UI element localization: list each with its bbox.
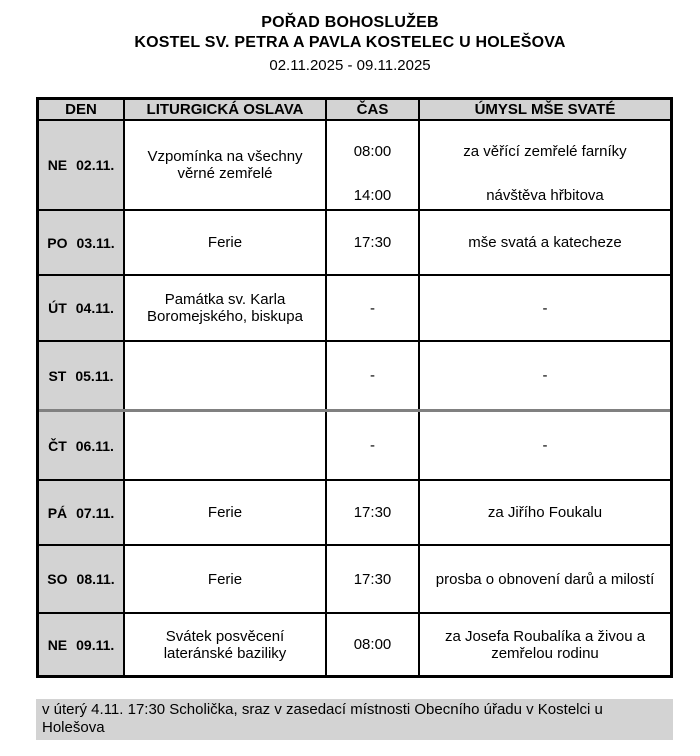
celebration-cell (123, 412, 325, 479)
table-row (39, 409, 670, 479)
day-date: 03.11. (76, 234, 115, 251)
day-abbrev: ČT (48, 437, 67, 454)
day-cell (39, 276, 123, 340)
celebration-cell (123, 481, 325, 544)
table-row (39, 121, 670, 209)
intention-cell: - (418, 276, 670, 340)
celebration-text: Vzpomínka na všechny věrné zemřelé (147, 148, 303, 182)
day-cell (39, 211, 123, 274)
celebration-cell (123, 276, 325, 340)
day-cell (39, 342, 123, 409)
intention-text: návštěva hřbitova (486, 187, 604, 205)
time-cell: - (325, 412, 418, 479)
intention-cell: za Josefa Roubalíka a živou a zemřelou rodinu (418, 614, 670, 675)
celebration-cell (123, 546, 325, 612)
day-abbrev: SO (47, 571, 68, 587)
intention-cell: - (418, 342, 670, 409)
day-cell (39, 614, 123, 675)
schedule-table (36, 97, 673, 678)
column-header-umysl: ÚMYSL MŠE SVATÉ (418, 100, 670, 119)
table-row (39, 544, 670, 612)
intention-cell: prosba o obnovení darů a milostí (418, 546, 670, 612)
column-header-cas: ČAS (325, 100, 418, 119)
intention-cell: mše svatá a katecheze (418, 211, 670, 274)
celebration-cell (123, 121, 325, 209)
time-cell: - (325, 276, 418, 340)
celebration-cell (123, 614, 325, 675)
day-abbrev: ST (48, 367, 67, 384)
day-date: 04.11. (75, 300, 114, 316)
day-date: 02.11. (76, 157, 115, 173)
day-date: 07.11. (76, 504, 115, 521)
table-row (39, 612, 670, 675)
day-date: 06.11. (75, 437, 114, 454)
time-cell (325, 121, 418, 209)
day-date: 08.11. (76, 571, 115, 587)
day-abbrev: PO (47, 234, 68, 251)
church-name: KOSTEL SV. PETRA A PAVLA KOSTELEC U HOLEŠOVA (134, 34, 566, 51)
time-cell: 17:30 (325, 211, 418, 274)
intention-cell (418, 121, 670, 209)
intention-text: za věřící zemřelé farníky (463, 143, 627, 161)
time-value: 14:00 (353, 187, 392, 205)
date-range: 02.11.2025 - 09.11.2025 (269, 57, 431, 74)
day-abbrev: PÁ (47, 504, 68, 521)
celebration-cell (123, 342, 325, 409)
intention-cell: za Jiřího Foukalu (418, 481, 670, 544)
table-header-row (39, 100, 670, 121)
celebration-cell (123, 211, 325, 274)
table-row (39, 340, 670, 409)
celebration-text: Svátek posvěcení lateránské baziliky (163, 627, 287, 662)
day-abbrev: ÚT (48, 300, 67, 316)
day-date: 09.11. (76, 636, 115, 653)
celebration-text: Památka sv. Karla Boromejského, biskupa (147, 291, 303, 325)
time-cell: - (325, 342, 418, 409)
table-row (39, 274, 670, 340)
time-value: 08:00 (353, 143, 392, 161)
day-cell (39, 412, 123, 479)
day-cell (39, 546, 123, 612)
column-header-den: DEN (39, 100, 123, 119)
time-cell: 08:00 (325, 614, 418, 675)
day-abbrev: NE (47, 157, 68, 173)
intention-cell: - (418, 412, 670, 479)
time-cell: 17:30 (325, 546, 418, 612)
celebration-text: Ferie (207, 504, 243, 521)
title-block (0, 0, 700, 75)
day-cell (39, 121, 123, 209)
column-header-oslava: LITURGICKÁ OSLAVA (123, 100, 325, 119)
celebration-text: Ferie (207, 234, 243, 251)
table-row (39, 479, 670, 544)
page-title: POŘAD BOHOSLUŽEB (261, 14, 439, 31)
day-cell (39, 481, 123, 544)
day-abbrev: NE (47, 636, 68, 653)
table-row (39, 209, 670, 274)
time-cell: 17:30 (325, 481, 418, 544)
day-date: 05.11. (75, 367, 114, 384)
celebration-text: Ferie (207, 570, 243, 588)
footer-note: v úterý 4.11. 17:30 Scholička, sraz v zasedací místnosti Obecního úřadu v Kostelci u Holešova (36, 699, 673, 740)
